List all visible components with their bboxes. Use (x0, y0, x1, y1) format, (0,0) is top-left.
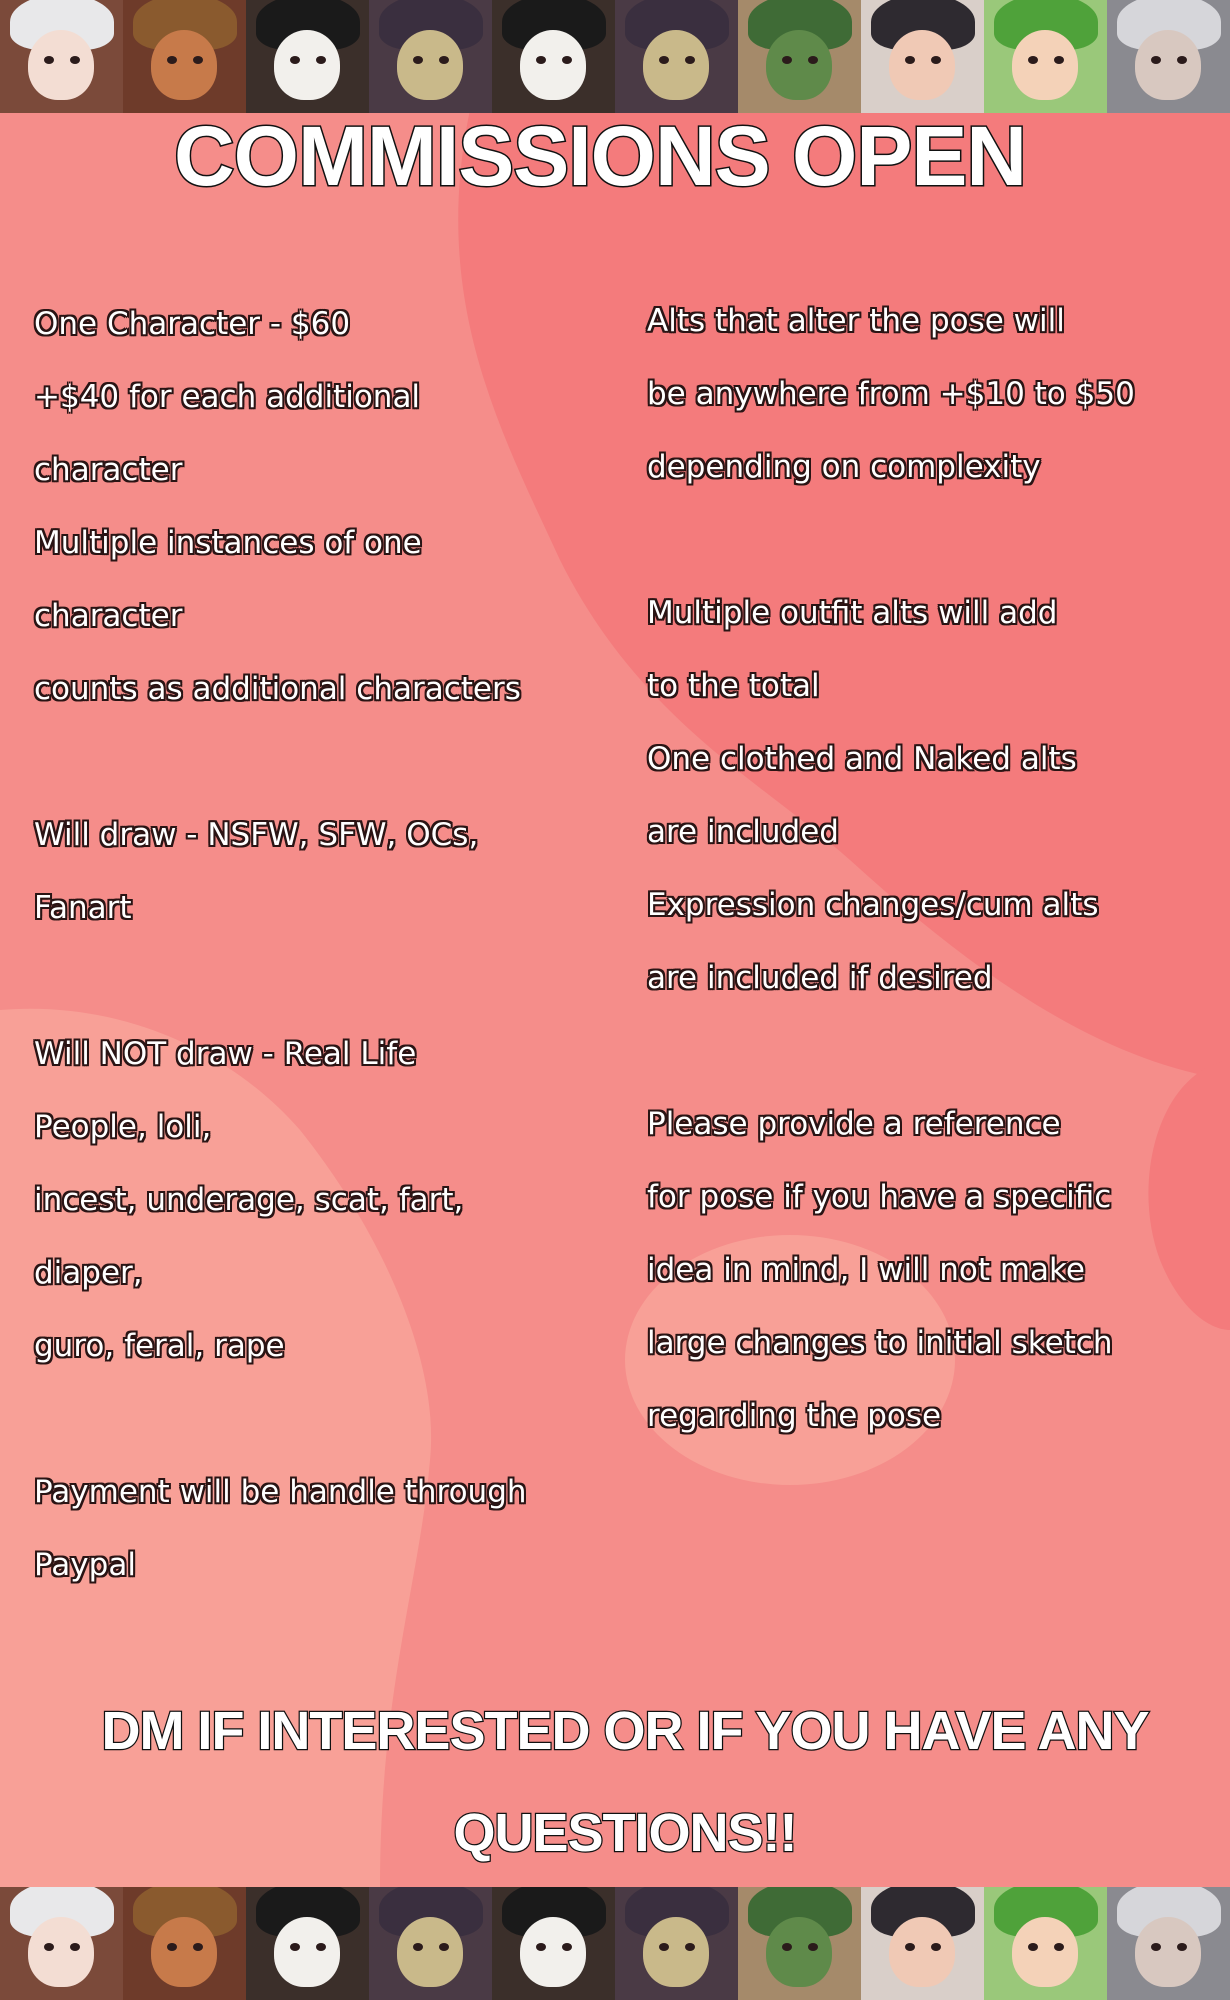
right-line-blank (647, 1015, 1207, 1088)
character-portrait-dark-hair-icon (861, 1887, 984, 2000)
footer-call-to-action (60, 1680, 1190, 1884)
left-line: Fanart (34, 890, 132, 926)
right-line: large changes to initial sketch (647, 1325, 1113, 1361)
character-portrait-dark-hair-icon (861, 0, 984, 113)
character-portrait-hat-horse-icon (615, 1887, 738, 2000)
left-line: Will draw - NSFW, SFW, OCs, (34, 817, 479, 853)
left-column (34, 288, 614, 1602)
character-portrait-hat-horse-icon (369, 1887, 492, 2000)
left-line: One Character - $60 (34, 306, 351, 342)
character-portrait-green-hair-icon (984, 0, 1107, 113)
left-line: People, loli, (34, 1109, 212, 1145)
left-line: character (34, 598, 183, 634)
left-line: Multiple instances of one (34, 525, 422, 561)
character-portrait-hat-horse-icon (615, 0, 738, 113)
page-title: COMMISSIONS OPEN (173, 109, 1027, 203)
left-line: Payment will be handle through (34, 1474, 527, 1510)
character-portrait-lizard-icon (738, 0, 861, 113)
character-portrait-dog-glasses-icon (246, 0, 369, 113)
right-line: Multiple outfit alts will add (647, 595, 1058, 631)
left-line: Paypal (34, 1547, 136, 1583)
character-portrait-silver-hair-icon (1107, 1887, 1230, 2000)
left-line: +$40 for each additional (34, 379, 421, 415)
left-line: guro, feral, rape (34, 1328, 285, 1364)
right-line: to the total (647, 668, 820, 704)
character-portrait-white-hair-icon (0, 1887, 123, 2000)
right-line: be anywhere from +$10 to $50 (647, 376, 1135, 412)
character-portrait-green-hair-icon (984, 1887, 1107, 2000)
character-portrait-lizard-icon (738, 1887, 861, 2000)
character-portrait-white-hair-icon (0, 0, 123, 113)
right-column (647, 285, 1207, 1453)
right-line: for pose if you have a specific (647, 1179, 1112, 1215)
right-line-blank (647, 504, 1207, 577)
character-portrait-antlers-icon (123, 1887, 246, 2000)
right-line: idea in mind, I will not make (647, 1252, 1085, 1288)
right-line: are included (647, 814, 839, 850)
footer-line-1: DM IF INTERESTED OR IF YOU HAVE ANY (101, 1701, 1149, 1761)
character-thumbnail-strip-top (0, 0, 1230, 113)
left-line-blank (34, 1383, 614, 1456)
left-line: Will NOT draw - Real Life (34, 1036, 417, 1072)
footer-line-2: QUESTIONS!! (453, 1803, 797, 1863)
left-line: counts as additional characters (34, 671, 521, 707)
right-line: depending on complexity (647, 449, 1041, 485)
right-line: Alts that alter the pose will (647, 303, 1065, 339)
left-line-blank (34, 726, 614, 799)
character-portrait-dog-glasses-icon (246, 1887, 369, 2000)
left-line: incest, underage, scat, fart, (34, 1182, 464, 1218)
character-thumbnail-strip-bottom (0, 1887, 1230, 2000)
right-line: One clothed and Naked alts (647, 741, 1077, 777)
left-line-blank (34, 945, 614, 1018)
left-line: diaper, (34, 1255, 143, 1291)
character-portrait-hat-horse-icon (369, 0, 492, 113)
right-line: regarding the pose (647, 1398, 942, 1434)
left-line: character (34, 452, 183, 488)
character-portrait-dog-glasses-icon (492, 0, 615, 113)
right-line: Expression changes/cum alts (647, 887, 1099, 923)
character-portrait-dog-glasses-icon (492, 1887, 615, 2000)
right-line: are included if desired (647, 960, 993, 996)
right-line: Please provide a reference (647, 1106, 1061, 1142)
character-portrait-silver-hair-icon (1107, 0, 1230, 113)
character-portrait-antlers-icon (123, 0, 246, 113)
